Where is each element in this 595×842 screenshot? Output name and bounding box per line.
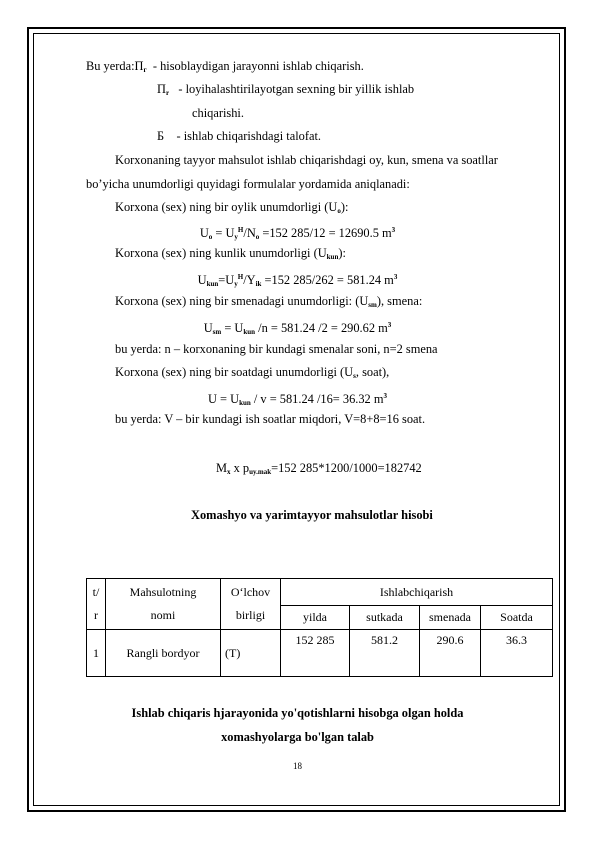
closing-title-line-1: Ishlab chiqaris hjarayonida yo'qotishlarni hisobga olgan holda	[131, 706, 464, 720]
table-row	[87, 630, 553, 677]
definition-pi-cont: chiqarishi.	[192, 106, 244, 120]
formula-material: $M_x$ x $p_{uy.mak}=152$ 285*1200/1000=182742	[216, 461, 422, 476]
formula-hourly: $U = U_{kun} / v = 581.24$ /16= 36.32 $m^3$	[207, 392, 387, 407]
shift-label: Korxona (sex) ning bir smenadagi unumdorligi: $(U_{sm})$, smena:	[115, 294, 423, 309]
section-title: Xomashyo va yarimtayyor mahsulotlar hisobi	[191, 508, 433, 522]
cell-day: 581.2	[350, 630, 420, 677]
monthly-label: Korxona (sex) ning bir oylik unumdorligi $(U_o)$:	[115, 200, 349, 215]
formula-shift: $U_{sm} = U_{kun}$ /n = 581.24 /2 = 290.62 $m^3$	[203, 321, 392, 336]
definition-pi: $П_r$ - loyihalashtirilayotgan sexning bir yillik ishlab	[157, 82, 415, 97]
cell-number: 1	[87, 630, 106, 677]
paragraph-line-2: bo’yicha unumdorligi quyidagi formulalar yordamida aniqlanadi:	[86, 177, 410, 191]
cell-shift: 290.6	[420, 630, 481, 677]
daily-label: Korxona (sex) ning kunlik unumdorligi $(U_{kun})$:	[115, 246, 346, 261]
header-hour: Soatda	[481, 606, 553, 630]
page-number: 18	[293, 761, 302, 771]
cell-product-name: Rangli bordyor	[106, 630, 221, 677]
header-year: yilda	[281, 606, 350, 630]
cell-unit: (T)	[221, 630, 281, 677]
header-shift: smenada	[420, 606, 481, 630]
header-product-name: Mahsulotning nomi	[106, 579, 221, 630]
definition-p: Bu $yerda:П_г$ - hisoblaydigan jarayonni ishlab chiqarish.	[86, 59, 364, 74]
hour-note: bu yerda: V – bir kundagi ish soatlar miqdori, V=8+8=16 soat.	[115, 412, 426, 426]
definition-b: Б - ishlab chiqarishdagi talofat.	[157, 129, 322, 143]
cell-year: 152 285	[281, 630, 350, 677]
table-header-row	[87, 579, 553, 606]
header-day: sutkada	[350, 606, 420, 630]
header-unit: O‘lchov birligi	[221, 579, 281, 630]
shift-note: bu yerda: n – korxonaning bir kundagi smenalar soni, n=2 smena	[115, 342, 438, 356]
formula-monthly: $U_o = U_y^H/N_o =152$ 285/12 = 12690.5 $m^3$	[199, 226, 396, 241]
closing-title-line-2: xomashyolarga bo'lgan talab	[221, 730, 374, 744]
header-number: t/ r	[87, 579, 106, 630]
header-production: Ishlabchiqarish	[281, 579, 553, 606]
hour-label: Korxona (sex) ning bir soatdagi unumdorligi ($U_s$, soat),	[115, 365, 390, 380]
production-table	[86, 578, 553, 677]
paragraph-line-1: Korxonaning tayyor mahsulot ishlab chiqarishdagi oy, kun, smena va soatllar	[115, 153, 498, 167]
cell-hour: 36.3	[481, 630, 553, 677]
formula-daily: $U_{kun}=U_y^H/Y_{ik} =152$ 285/262 = 581.24 $m^3$	[197, 273, 398, 288]
